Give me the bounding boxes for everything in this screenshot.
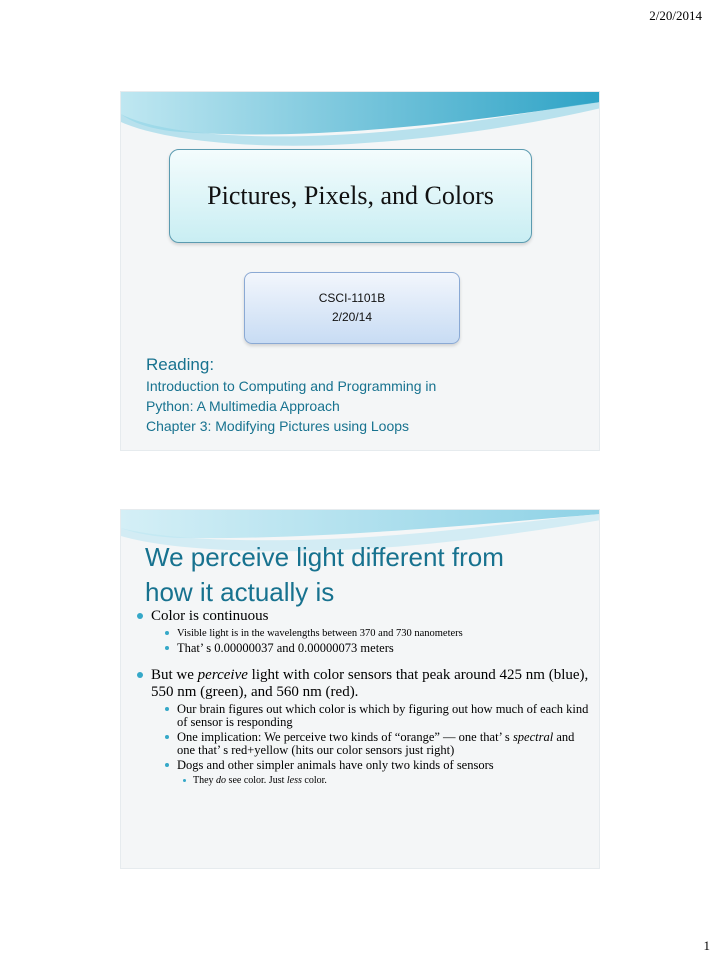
bullet-level2 bbox=[133, 642, 593, 655]
slide2-title-line: We perceive light different from bbox=[145, 542, 504, 572]
bullet-text-post: and one that’ s red+yellow (hits our color sensors just right) bbox=[177, 730, 575, 757]
bullet-level3 bbox=[133, 774, 593, 787]
bullet-text: Dogs and other simpler animals have only two kinds of sensors bbox=[177, 758, 494, 772]
bullet-text-em: do bbox=[216, 775, 227, 786]
bullet-text-em: less bbox=[286, 775, 302, 786]
bullet-dot-icon bbox=[137, 613, 143, 619]
slide-light-perception bbox=[120, 509, 600, 869]
bullet-text-em: spectral bbox=[512, 730, 554, 744]
bullet-dot-icon bbox=[165, 631, 169, 635]
bullet-text-mid: see color. Just bbox=[226, 775, 287, 786]
bullet-dot-icon bbox=[183, 779, 186, 782]
page-date: 2/20/2014 bbox=[649, 8, 702, 23]
bullet-text-pre: But we bbox=[151, 667, 198, 683]
bullet-text-em: perceive bbox=[197, 667, 248, 683]
bullet-dot-icon bbox=[137, 672, 143, 678]
bullet-text-post: color. bbox=[301, 775, 327, 786]
bullet-text: Color is continuous bbox=[151, 608, 269, 624]
bullet-dot-icon bbox=[165, 707, 169, 711]
slide2-title bbox=[145, 540, 585, 610]
course-code: CSCI-1101B bbox=[318, 291, 386, 305]
reading-line: Introduction to Computing and Programming in bbox=[146, 378, 437, 394]
bullet-level2 bbox=[133, 627, 593, 640]
bullet-level1 bbox=[133, 608, 593, 625]
course-box bbox=[244, 272, 460, 344]
bullet-level2 bbox=[133, 759, 593, 772]
slide2-title-line: how it actually is bbox=[145, 577, 335, 607]
slide-title bbox=[120, 91, 600, 451]
bullet-text: Visible light is in the wavelengths between 370 and 730 nanometers bbox=[177, 628, 463, 639]
bullet-level1 bbox=[133, 667, 593, 701]
bullet-dot-icon bbox=[165, 763, 169, 767]
bullet-text: That’ s 0.00000037 and 0.00000073 meters bbox=[177, 641, 394, 655]
bullet-dot-icon bbox=[165, 735, 169, 739]
page-number: 1 bbox=[703, 938, 710, 953]
bullet-dot-icon bbox=[165, 646, 169, 650]
bullet-text-post: light with color sensors that peak around 425 nm (blue), 550 nm (green), and 560 nm (red). bbox=[151, 667, 589, 700]
bullet-text-pre: One implication: We perceive two kinds of “orange” — one that’ s bbox=[177, 730, 513, 744]
bullet-text-pre: They bbox=[193, 775, 217, 786]
reading-line: Python: A Multimedia Approach bbox=[146, 398, 340, 414]
reading-section bbox=[146, 354, 436, 436]
title-box bbox=[169, 149, 532, 243]
reading-heading: Reading: bbox=[146, 355, 215, 374]
reading-line: Chapter 3: Modifying Pictures using Loops bbox=[146, 418, 410, 434]
bullet-level2 bbox=[133, 703, 593, 729]
bullet-text: Our brain figures out which color is which by figuring out how much of each kind of sensor is responding bbox=[177, 702, 589, 729]
header-swoosh bbox=[121, 92, 600, 152]
course-date: 2/20/14 bbox=[331, 310, 373, 324]
slide-title-text: Pictures, Pixels, and Colors bbox=[207, 181, 494, 210]
bullet-level2 bbox=[133, 731, 593, 757]
bullet-list bbox=[133, 608, 593, 789]
